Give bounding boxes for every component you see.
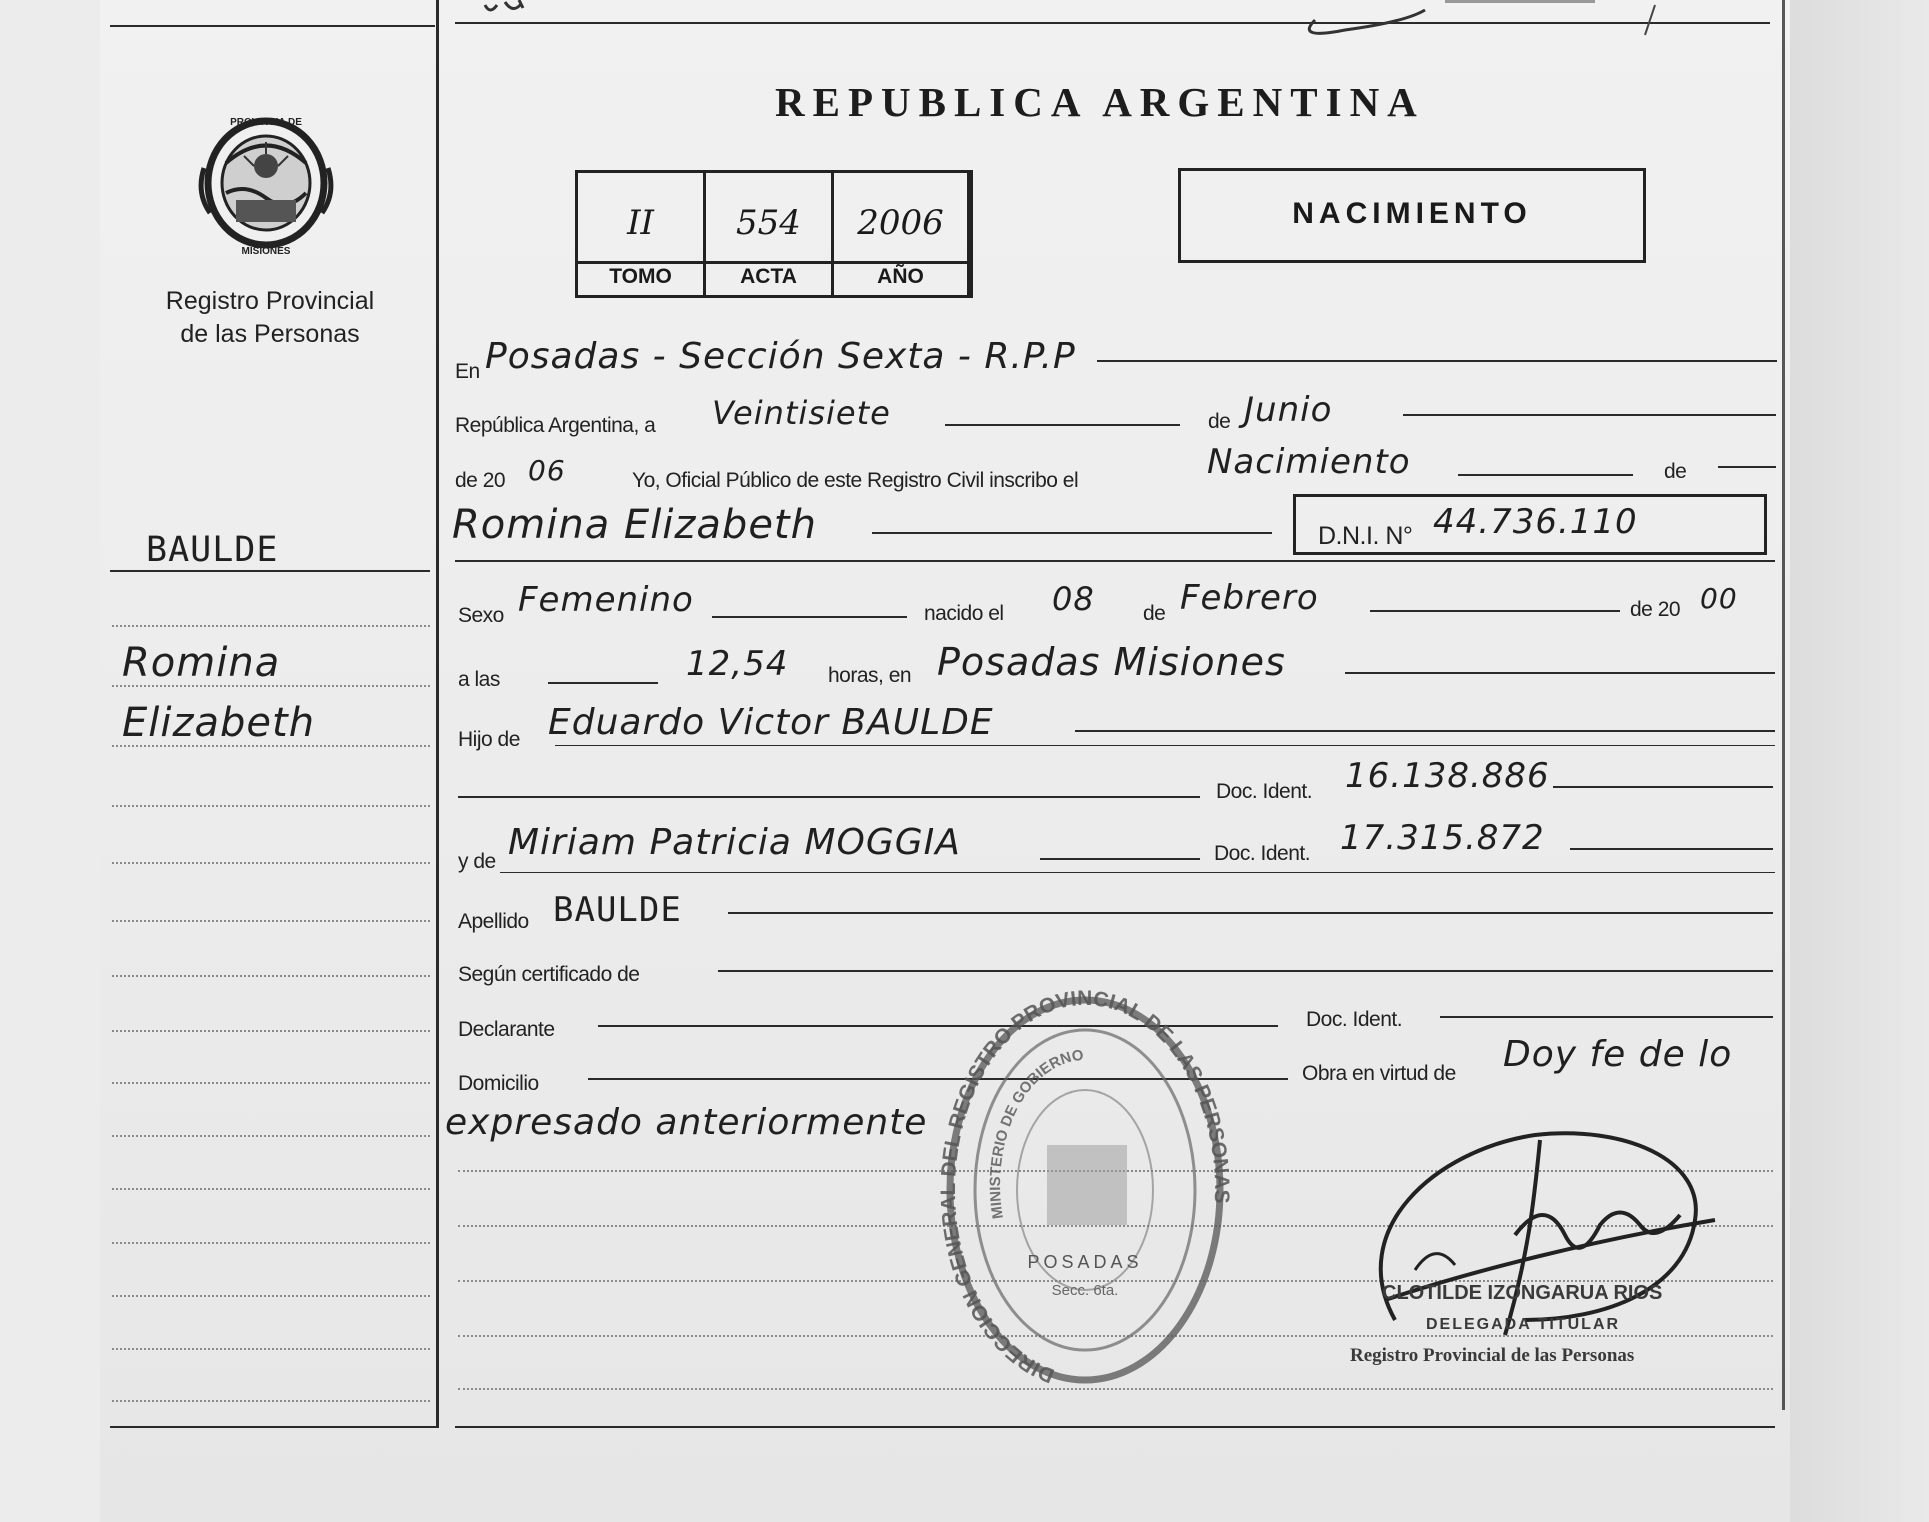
label-segun: Según certificado de [458,963,640,986]
sidebar-given-name-2: Elizabeth [122,700,316,746]
label-de-2: de [1664,460,1687,483]
label-oficial: Yo, Oficial Público de este Registro Civil inscribo el [632,469,1079,492]
rule-row-1 [1097,360,1777,362]
value-birth-place: Posadas Misiones [937,640,1286,684]
rule-father-name [1075,730,1775,732]
value-day: Veintisiete [712,394,891,432]
ruled-line [112,1188,430,1190]
column-divider [436,0,439,1428]
sidebar-surname: BAULDE [146,530,279,570]
ruled-line [112,625,430,627]
svg-text:MISIONES: MISIONES [241,246,291,257]
label-nacido: nacido el [924,602,1004,625]
official-stamp-icon [935,990,1235,1395]
acta-label: ACTA [740,265,797,288]
label-doc-ident-3: Doc. Ident. [1306,1008,1403,1031]
value-mother-doc: 17.315.872 [1340,818,1545,858]
rule-father-under [555,745,1775,746]
anio-value: 2006 [857,203,944,243]
label-de-1: de [1208,410,1231,433]
page-title: REPUBLICA ARGENTINA [775,79,1425,125]
value-event: Nacimiento [1207,442,1411,482]
anio-cell [834,173,970,295]
rule-father-doc [1553,786,1773,788]
rule-mother-under [500,872,1775,873]
label-doc-ident-1: Doc. Ident. [1216,780,1313,803]
value-dni: 44.736.110 [1433,502,1638,542]
rule-sexo [712,616,907,618]
ruled-line [112,862,430,864]
label-horas: horas, en [828,664,912,687]
rule-bottom-left [110,1426,436,1428]
rule-mother-name [1040,858,1200,860]
label-y-de: y de [458,850,496,873]
label-dni: D.N.I. N° [1318,522,1413,550]
rule-day [945,424,1180,426]
label-obra: Obra en virtud de [1302,1062,1456,1085]
rule-row-4 [455,560,1775,562]
value-continuation: expresado anteriormente [445,1102,928,1143]
tomo-value: II [627,203,654,243]
signatory-role: DELEGADA TITULAR [1426,1316,1621,1333]
svg-text:Secc. 6ta.: Secc. 6ta. [1051,1282,1119,1299]
ruled-line [112,1030,430,1032]
rule-surname [110,570,430,572]
sidebar-given-name-1: Romina [122,640,281,686]
label-en: En [455,360,480,383]
ruled-line [112,1295,430,1297]
paper-edge [1782,0,1785,1410]
record-number-box [575,170,973,298]
rule-father-2 [458,796,1200,798]
label-hijo: Hijo de [458,728,520,751]
acta-cell [706,173,834,295]
rule-declarante-doc [1440,1016,1773,1018]
label-sexo: Sexo [458,604,504,627]
cutoff-writing-top [465,0,1725,40]
ruled-line [112,1348,430,1350]
svg-text:PROVINCIA DE: PROVINCIA DE [230,117,302,128]
label-de-3: de [1143,602,1166,625]
document-type: NACIMIENTO [1292,197,1532,230]
value-month: Junio [1244,390,1333,430]
label-declarante: Declarante [458,1018,555,1041]
value-father-doc: 16.138.886 [1345,756,1550,796]
value-birth-year: 00 [1700,582,1738,615]
value-father-name: Eduardo Victor BAULDE [548,702,994,743]
rule-event-end [1718,466,1776,468]
document-type-box [1178,168,1646,263]
value-birth-month: Febrero [1180,578,1319,618]
office-line-1: Registro Provincial [165,287,375,315]
value-obra: Doy fe de lo [1503,1034,1733,1075]
rule-mother-doc [1570,848,1773,850]
rule-birth-month [1370,610,1620,612]
rule-segun [718,970,1773,972]
value-person-name: Romina Elizabeth [452,502,817,548]
acta-value: 554 [736,203,801,243]
rule-apellido [728,912,1773,914]
value-place: Posadas - Sección Sexta - R.P.P [485,336,1076,377]
issuing-office [140,285,400,351]
anio-label: AÑO [877,265,924,288]
rule-event [1458,474,1633,476]
ruled-line [112,1135,430,1137]
signatory-name: CLOTILDE IZONGARUA RIOS [1382,1282,1663,1304]
provincial-seal-icon [196,108,336,258]
value-apellido: BAULDE [553,890,682,930]
value-birth-day: 08 [1052,580,1095,618]
svg-text:POSADAS: POSADAS [1027,1252,1143,1272]
ruled-line [112,1400,430,1402]
rule-time-left [548,682,658,684]
tomo-label: TOMO [609,265,672,288]
ruled-line [112,975,430,977]
tomo-cell [578,173,706,295]
signatory-office: Registro Provincial de las Personas [1350,1345,1635,1366]
ruled-line [112,920,430,922]
record-box-divider [578,261,970,264]
svg-text:MINISTERIO DE GOBIERNO: MINISTERIO DE GOBIERNO [986,1046,1085,1220]
rule-top-left [110,25,435,27]
value-birth-time: 12,54 [686,644,789,684]
label-republica: República Argentina, a [455,414,656,437]
rule-person-name [872,532,1272,534]
value-mother-name: Miriam Patricia MOGGIA [508,822,961,863]
ruled-line [112,1242,430,1244]
office-line-2: de las Personas [180,320,360,348]
background-strip [1785,0,1929,1522]
ruled-line [112,805,430,807]
value-year-suffix: 06 [528,454,566,487]
label-doc-ident-2: Doc. Ident. [1214,842,1311,865]
label-domicilio: Domicilio [458,1072,539,1095]
label-de-20: de 20 [455,469,506,492]
rule-bottom-right [455,1426,1775,1428]
ruled-line [112,685,430,687]
label-de-20-2: de 20 [1630,598,1681,621]
ruled-line [112,745,430,747]
rule-birth-place [1345,672,1775,674]
label-apellido: Apellido [458,910,529,933]
label-a-las: a las [458,668,500,691]
svg-text:DIRECCION GENERAL DEL REGISTRO: DIRECCION GENERAL DEL REGISTRO PROVINCIAL DE LAS PERSONAS [937,990,1234,1388]
rule-month [1403,414,1776,416]
value-sexo: Femenino [518,580,694,620]
ruled-line [112,1082,430,1084]
